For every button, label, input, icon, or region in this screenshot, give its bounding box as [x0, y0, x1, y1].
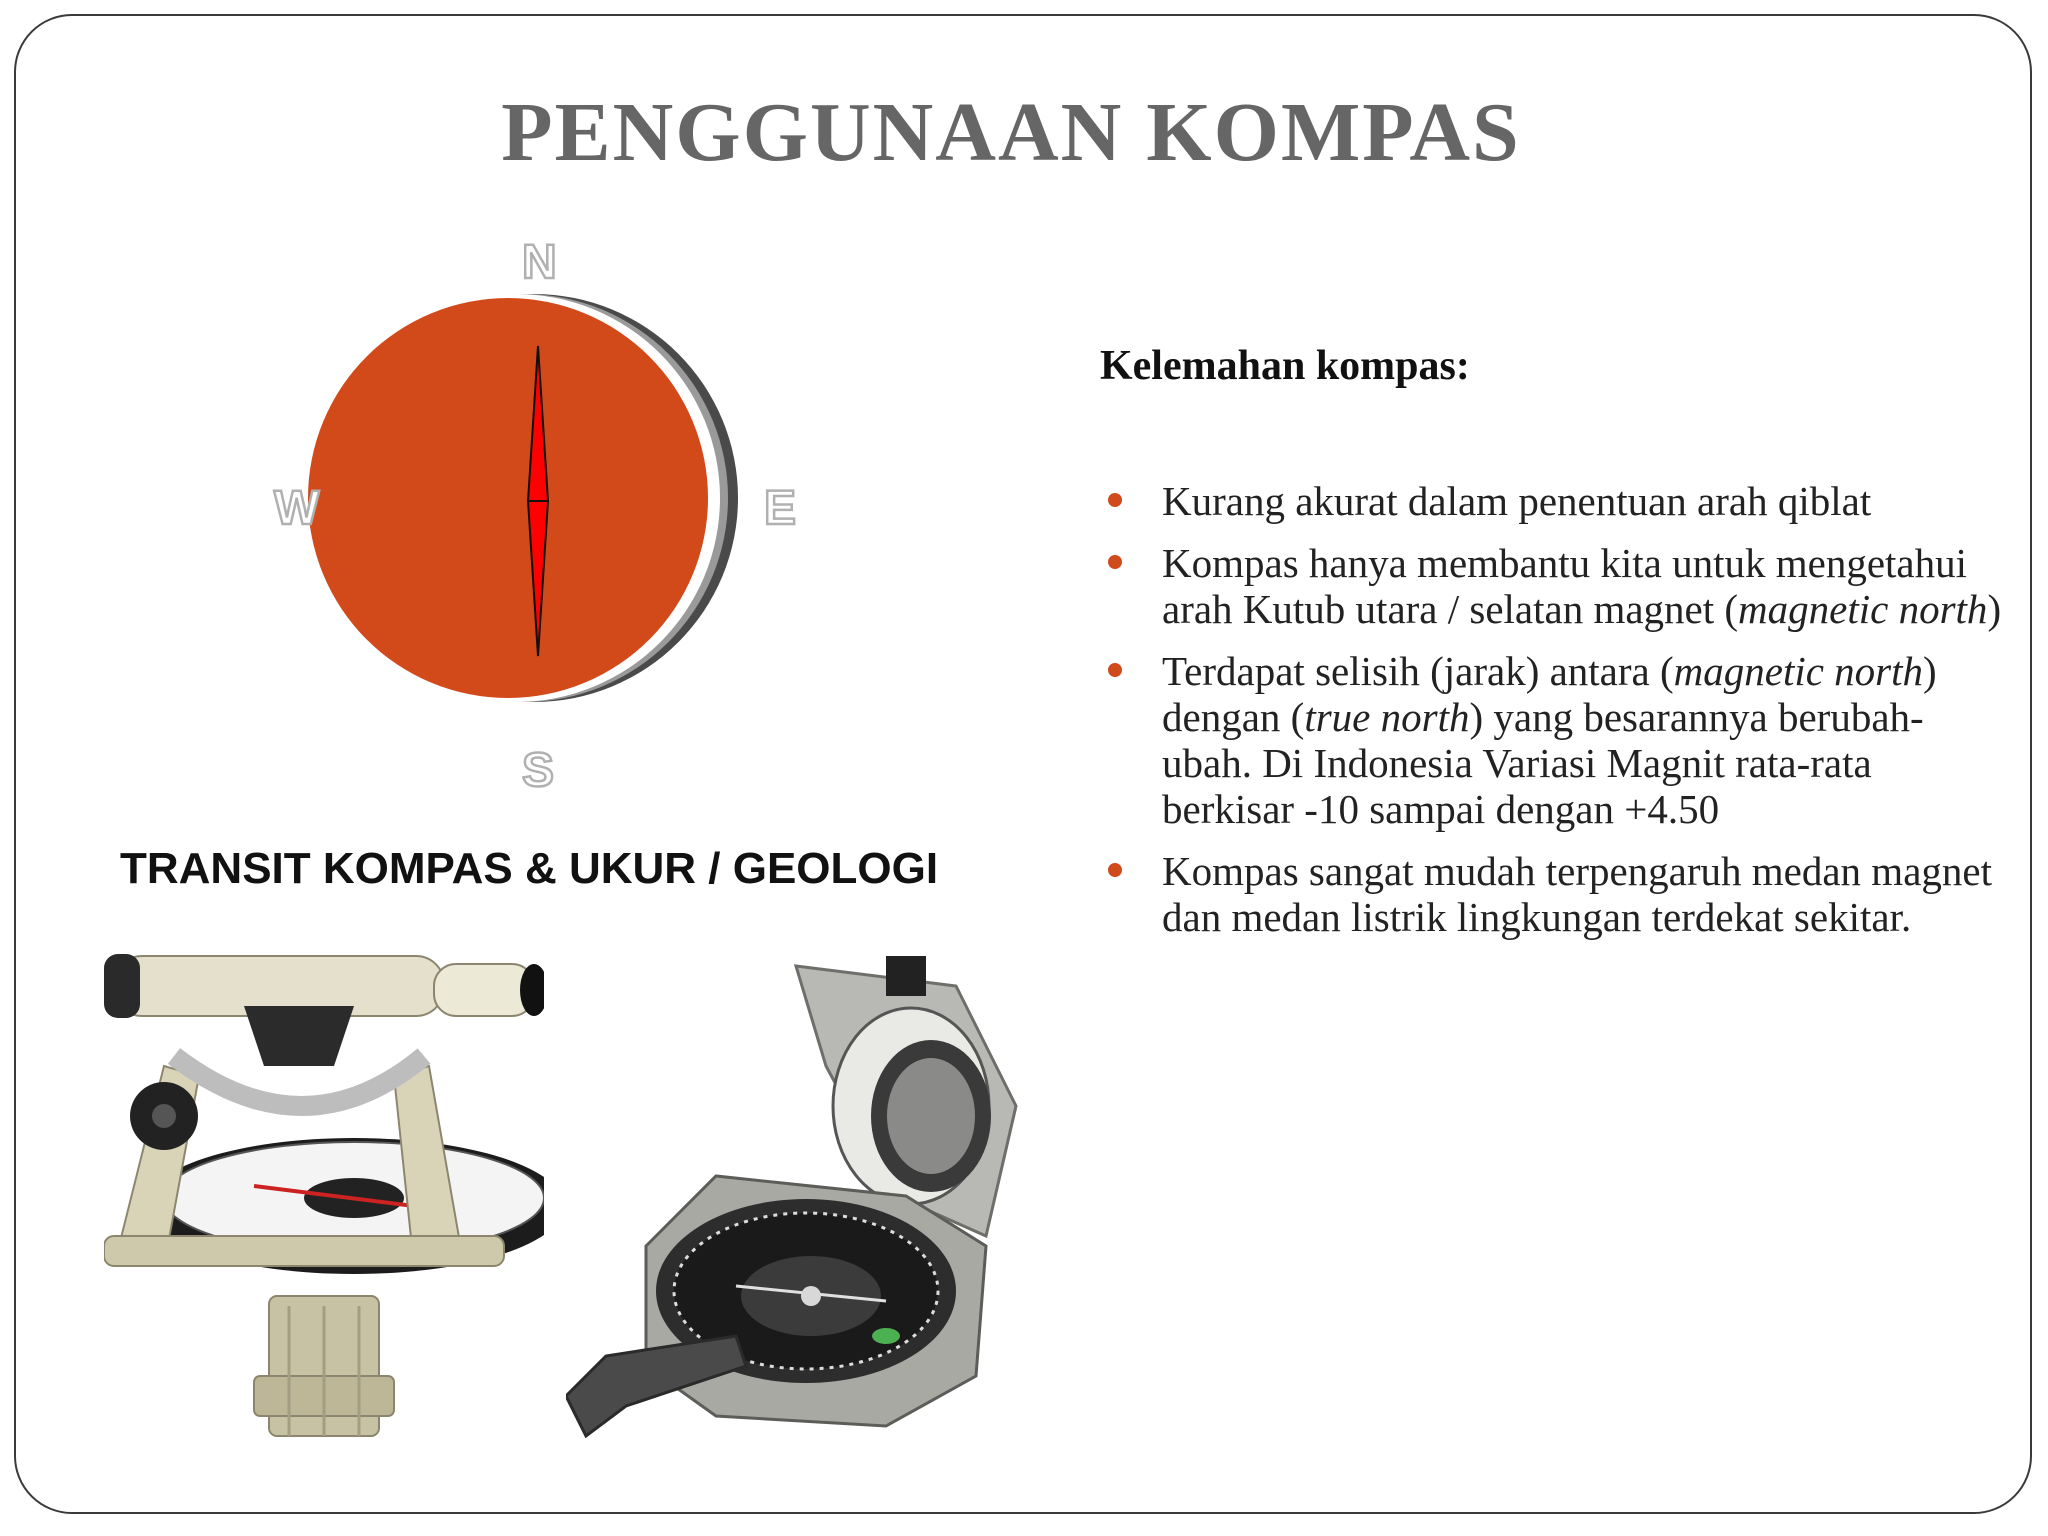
- compass-north-label: N: [522, 236, 557, 289]
- slide-title: PENGGUNAAN KOMPAS: [501, 86, 1521, 179]
- list-item: [1108, 848, 2008, 940]
- transit-caption: TRANSIT KOMPAS & UKUR / GEOLOGI: [120, 844, 939, 893]
- list-item: [1108, 478, 2008, 524]
- bullet-icon: [1108, 863, 1122, 877]
- bullet-icon: [1108, 555, 1122, 569]
- weakness-term: true north: [1304, 694, 1470, 740]
- weakness-text-pre: Terdapat selisih (jarak) antara (: [1162, 648, 1674, 694]
- list-item: [1108, 540, 2008, 632]
- compass-west-label: W: [274, 482, 320, 535]
- transit-compass-photo: [104, 936, 544, 1456]
- compass-south-label: S: [522, 744, 555, 797]
- bullet-icon: [1108, 663, 1122, 677]
- compass-graphic: [256, 226, 876, 826]
- compass-face: [308, 298, 708, 698]
- weakness-term: magnetic north: [1673, 648, 1924, 694]
- brunton-compass-photo: [566, 946, 1046, 1446]
- weakness-text: Kurang akurat dalam penentuan arah qiblat: [1162, 478, 1872, 524]
- weakness-heading: Kelemahan kompas:: [1100, 343, 1470, 389]
- weakness-text-post: ): [1987, 586, 2002, 632]
- weakness-term: magnetic north: [1738, 586, 1988, 632]
- slide-frame: [14, 14, 2032, 1514]
- weakness-text-pre: Kompas hanya membantu kita untuk mengetahui arah Kutub utara / selatan magnet (: [1162, 540, 1968, 632]
- compass-east-label: E: [764, 482, 797, 535]
- weakness-text: Kompas sangat mudah terpengaruh medan magnet dan medan listrik lingkungan terdekat sekitar.: [1162, 848, 1992, 940]
- bullet-icon: [1108, 493, 1122, 507]
- weakness-text-mid: ) dengan (: [1162, 648, 1937, 740]
- list-item: [1108, 648, 2008, 832]
- weakness-list: [1108, 478, 2008, 956]
- weakness-text-post: ) yang besarannya berubah-ubah. Di Indonesia Variasi Magnit rata-rata berkisar -10 sampai dengan +4.50: [1162, 694, 1924, 832]
